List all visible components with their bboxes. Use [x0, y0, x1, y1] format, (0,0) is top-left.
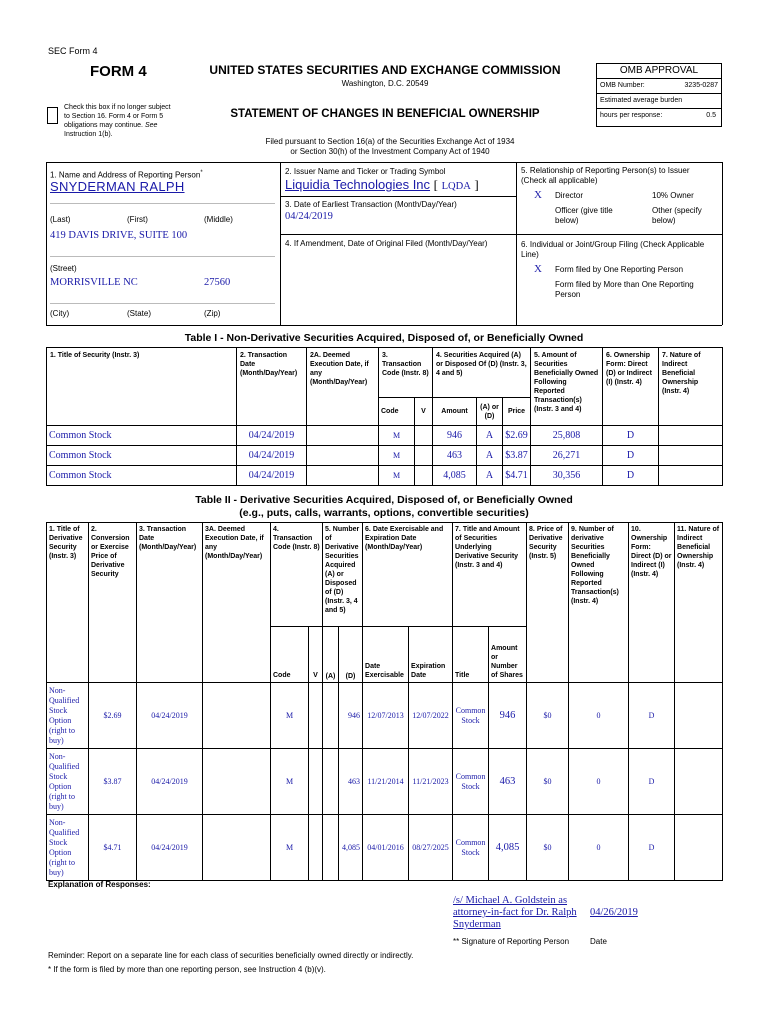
t1-h-form: 6. Ownership Form: Direct (D) or Indirect (I) (Instr. 4) — [603, 348, 659, 426]
t1-cell-aord: A — [477, 426, 503, 446]
table-row — [47, 446, 723, 466]
t2-cell-code: M — [271, 683, 309, 749]
t1-cell-nature — [659, 446, 723, 466]
t2-cell-exercisable: 12/07/2013 — [363, 683, 409, 749]
earliest-transaction-date: 04/24/2019 — [285, 211, 333, 222]
t2-h-date: 3. Transaction Date (Month/Day/Year) — [137, 523, 203, 683]
t2-cell-expiration: 12/07/2022 — [409, 683, 453, 749]
t2-h-shares: Amount or Number of Shares — [489, 627, 527, 683]
t2-cell-a — [323, 749, 339, 815]
t2-cell-nature — [675, 749, 723, 815]
more-persons-label: Form filed by More than One Reporting Person — [555, 280, 694, 299]
city-label: (City) — [50, 309, 70, 318]
t1-cell-aord: A — [477, 446, 503, 466]
omb-approval-box — [596, 63, 722, 127]
issuer-name-ticker: Liquidia Technologies Inc [ LQDA ] — [285, 177, 479, 192]
t1-cell-amount: 463 — [433, 446, 477, 466]
signature-label: ** Signature of Reporting Person — [453, 937, 570, 946]
t2-h-form: 10. Ownership Form: Direct (D) or Indirect (I) (Instr. 4) — [629, 523, 675, 683]
t1-h-code: 3. Transaction Code (Instr. 8) — [379, 348, 433, 398]
table1 — [46, 347, 723, 486]
city-state-value: MORRISVILLE NC — [50, 277, 138, 288]
t1-cell-amount: 4,085 — [433, 466, 477, 486]
t1-cell-date: 04/24/2019 — [237, 426, 307, 446]
t2-h-nature: 11. Nature of Indirect Beneficial Ownership (Instr. 4) — [675, 523, 723, 683]
t2-cell-expiration: 11/21/2023 — [409, 749, 453, 815]
t2-cell-owned: 0 — [569, 749, 629, 815]
t2-cell-owned: 0 — [569, 815, 629, 881]
t2-cell-exercisable: 04/01/2016 — [363, 815, 409, 881]
date-label: Date — [590, 937, 607, 946]
omb-hours-value: 0.5 — [706, 112, 716, 119]
table-row — [47, 749, 723, 815]
t2-h-underlying: 7. Title and Amount of Securities Underlying Derivative Security (Instr. 3 and 4) — [453, 523, 527, 627]
footnote-text: * If the form is filed by more than one reporting person, see Instruction 4 (b)(v). — [48, 965, 326, 974]
t1-cell-form: D — [603, 446, 659, 466]
middle-label: (Middle) — [204, 215, 233, 224]
t1-cell-price: $3.87 — [503, 446, 531, 466]
t1-h-title: 1. Title of Security (Instr. 3) — [47, 348, 237, 426]
ten-percent-owner-label: 10% Owner — [652, 191, 694, 200]
t2-h-utitle: Title — [453, 627, 489, 683]
t2-cell-a — [323, 815, 339, 881]
t2-h-price: 2. Conversion or Exercise Price of Derivative Security — [89, 523, 137, 683]
director-label: Director — [555, 191, 584, 200]
t2-cell-shares: 946 — [489, 683, 527, 749]
t2-cell-code: M — [271, 749, 309, 815]
t1-cell-title: Common Stock — [47, 426, 237, 446]
sec-form-label: SEC Form 4 — [48, 46, 98, 56]
street-label: (Street) — [50, 264, 77, 273]
t2-cell-form: D — [629, 815, 675, 881]
t2-cell-v — [309, 815, 323, 881]
t1-cell-owned: 25,808 — [531, 426, 603, 446]
t1-cell-code: M — [379, 466, 415, 486]
t2-cell-d: 4,085 — [339, 815, 363, 881]
omb-number-label: OMB Number: — [600, 82, 645, 89]
ticker-symbol: LQDA — [441, 181, 471, 192]
t2-cell-exercisable: 11/21/2014 — [363, 749, 409, 815]
last-label: (Last) — [50, 215, 71, 224]
earliest-transaction-label: 3. Date of Earliest Transaction (Month/Day/Year) — [285, 200, 457, 209]
t2-cell-price: $4.71 — [89, 815, 137, 881]
filed-pursuant-text: Filed pursuant to Section 16(a) of the Securities Exchange Act of 1934 or Section 30(h) of the Investment Company Act of 1940 — [265, 137, 515, 156]
t2-cell-title: Non-Qualified Stock Option (right to buy) — [47, 683, 89, 749]
t2-cell-dprice: $0 — [527, 749, 569, 815]
t1-cell-deemed — [307, 466, 379, 486]
t1-h-nature: 7. Nature of Indirect Beneficial Ownership (Instr. 4) — [659, 348, 723, 426]
no-longer-subject-checkbox[interactable] — [47, 107, 58, 124]
t2-h-number: 5. Number of Derivative Securities Acquired (A) or Disposed of (D) (Instr. 3, 4 and 5) — [323, 523, 363, 627]
t1-cell-deemed — [307, 446, 379, 466]
omb-number-value: 3235-0287 — [684, 82, 718, 89]
t2-cell-v — [309, 683, 323, 749]
t2-h-d: (D) — [339, 627, 363, 683]
zip-value: 27560 — [204, 277, 231, 288]
t2-h-v: V — [309, 627, 323, 683]
t2-cell-dprice: $0 — [527, 683, 569, 749]
t2-cell-utitle: Common Stock — [453, 683, 489, 749]
t2-h-a: (A) — [323, 627, 339, 683]
t1-h-aord: (A) or (D) — [477, 398, 503, 426]
t2-cell-utitle: Common Stock — [453, 815, 489, 881]
t2-cell-deemed — [203, 683, 271, 749]
t2-cell-price: $2.69 — [89, 683, 137, 749]
t2-cell-expiration: 08/27/2025 — [409, 815, 453, 881]
t1-h-price: Price — [503, 398, 531, 426]
t1-cell-owned: 30,356 — [531, 466, 603, 486]
t1-cell-code: M — [379, 426, 415, 446]
t2-h-expiration: Expiration Date — [409, 627, 453, 683]
one-person-mark[interactable]: X — [534, 263, 542, 275]
signature-date: 04/26/2019 — [590, 907, 638, 918]
explanation-heading: Explanation of Responses: — [48, 880, 151, 889]
table1-title: Table I - Non-Derivative Securities Acquired, Disposed of, or Beneficially Owned — [184, 332, 584, 344]
t2-cell-dprice: $0 — [527, 815, 569, 881]
t1-h-acquired: 4. Securities Acquired (A) or Disposed Of (D) (Instr. 3, 4 and 5) — [433, 348, 531, 398]
table-row — [47, 426, 723, 446]
amendment-date-label: 4. If Amendment, Date of Original Filed (Month/Day/Year) — [285, 239, 488, 248]
commission-city: Washington, D.C. 20549 — [341, 79, 429, 88]
t2-cell-date: 04/24/2019 — [137, 683, 203, 749]
t2-cell-date: 04/24/2019 — [137, 815, 203, 881]
omb-hours-label: hours per response: — [600, 112, 663, 119]
t1-h-deemed: 2A. Deemed Execution Date, if any (Month/Day/Year) — [307, 348, 379, 426]
form-number: FORM 4 — [90, 63, 147, 80]
t1-cell-form: D — [603, 466, 659, 486]
first-label: (First) — [127, 215, 148, 224]
t2-cell-d: 946 — [339, 683, 363, 749]
t2-h-title: 1. Title of Derivative Security (Instr. 3) — [47, 523, 89, 683]
director-mark[interactable]: X — [534, 189, 542, 201]
signature-link[interactable]: /s/ Michael A. Goldstein as attorney-in-fact for Dr. Ralph Snyderman — [453, 895, 577, 930]
t1-cell-nature — [659, 466, 723, 486]
t1-h-owned: 5. Amount of Securities Beneficially Owned Following Reported Transaction(s) (Instr. 3 and 4) — [531, 348, 603, 426]
t1-cell-deemed — [307, 426, 379, 446]
t2-cell-nature — [675, 683, 723, 749]
issuer-label: 2. Issuer Name and Ticker or Trading Symbol — [285, 167, 446, 176]
t1-h-v: V — [415, 398, 433, 426]
table2 — [46, 522, 723, 881]
street-address-value: 419 DAVIS DRIVE, SUITE 100 — [50, 230, 188, 241]
t2-cell-v — [309, 749, 323, 815]
t2-cell-form: D — [629, 683, 675, 749]
state-label: (State) — [127, 309, 152, 318]
t1-cell-date: 04/24/2019 — [237, 466, 307, 486]
t2-h-dprice: 8. Price of Derivative Security (Instr. 5) — [527, 523, 569, 683]
t1-cell-amount: 946 — [433, 426, 477, 446]
t2-h-exercisable: Date Exercisable — [363, 627, 409, 683]
t2-h-code-sub: Code — [271, 627, 309, 683]
t2-cell-shares: 4,085 — [489, 815, 527, 881]
t1-cell-code: M — [379, 446, 415, 466]
t2-cell-code: M — [271, 815, 309, 881]
t2-cell-owned: 0 — [569, 683, 629, 749]
t1-h-code-sub: Code — [379, 398, 415, 426]
t1-cell-v — [415, 466, 433, 486]
table-row — [47, 683, 723, 749]
t2-h-code: 4. Transaction Code (Instr. 8) — [271, 523, 323, 627]
filing-type-label: 6. Individual or Joint/Group Filing (Check Applicable Line) — [521, 240, 705, 259]
t2-cell-deemed — [203, 749, 271, 815]
issuer-name-link[interactable]: Liquidia Technologies Inc — [285, 177, 431, 192]
t2-cell-shares: 463 — [489, 749, 527, 815]
t2-cell-d: 463 — [339, 749, 363, 815]
t1-cell-v — [415, 426, 433, 446]
t1-h-date: 2. Transaction Date (Month/Day/Year) — [237, 348, 307, 426]
t2-cell-a — [323, 683, 339, 749]
t1-cell-title: Common Stock — [47, 446, 237, 466]
t2-h-deemed: 3A. Deemed Execution Date, if any (Month/Day/Year) — [203, 523, 271, 683]
t1-cell-aord: A — [477, 466, 503, 486]
zip-label: (Zip) — [204, 309, 221, 318]
t2-cell-nature — [675, 815, 723, 881]
t2-h-owned: 9. Number of derivative Securities Beneficially Owned Following Reported Transaction(s) (Instr. 4) — [569, 523, 629, 683]
t2-cell-utitle: Common Stock — [453, 749, 489, 815]
t2-cell-date: 04/24/2019 — [137, 749, 203, 815]
table-row — [47, 466, 723, 486]
table2-title: Table II - Derivative Securities Acquired, Disposed of, or Beneficially Owned (e.g., puts, calls, warrants, options, convertible securities) — [195, 494, 573, 519]
t2-h-exercise: 6. Date Exercisable and Expiration Date (Month/Day/Year) — [363, 523, 453, 627]
t1-cell-date: 04/24/2019 — [237, 446, 307, 466]
t2-cell-price: $3.87 — [89, 749, 137, 815]
t1-cell-price: $2.69 — [503, 426, 531, 446]
one-person-label: Form filed by One Reporting Person — [555, 265, 684, 274]
t1-cell-v — [415, 446, 433, 466]
t2-cell-form: D — [629, 749, 675, 815]
t1-cell-title: Common Stock — [47, 466, 237, 486]
statement-title: STATEMENT OF CHANGES IN BENEFICIAL OWNERSHIP — [230, 108, 540, 120]
omb-burden-label: Estimated average burden — [597, 94, 721, 109]
t2-cell-deemed — [203, 815, 271, 881]
relationship-label: 5. Relationship of Reporting Person(s) to Issuer (Check all applicable) — [521, 166, 690, 185]
t2-cell-title: Non-Qualified Stock Option (right to buy) — [47, 815, 89, 881]
checkbox-instructions: Check this box if no longer subject to Section 16. Form 4 or Form 5 obligations may continue. See Instruction 1(b). — [64, 104, 171, 138]
omb-title: OMB APPROVAL — [597, 64, 721, 79]
reporting-person-name[interactable]: SNYDERMAN RALPH — [50, 179, 185, 194]
reporting-person-label: 1. Name and Address of Reporting Person* — [50, 170, 203, 180]
t2-cell-title: Non-Qualified Stock Option (right to buy) — [47, 749, 89, 815]
t1-cell-nature — [659, 426, 723, 446]
other-label: Other (specify below) — [652, 206, 702, 225]
t1-cell-owned: 26,271 — [531, 446, 603, 466]
table-row — [47, 815, 723, 881]
officer-label: Officer (give title below) — [555, 206, 613, 225]
reminder-text: Reminder: Report on a separate line for each class of securities beneficially owned directly or indirectly. — [48, 951, 414, 960]
t1-cell-form: D — [603, 426, 659, 446]
t1-cell-price: $4.71 — [503, 466, 531, 486]
commission-title: UNITED STATES SECURITIES AND EXCHANGE COMMISSION — [209, 63, 561, 77]
t1-h-amount: Amount — [433, 398, 477, 426]
